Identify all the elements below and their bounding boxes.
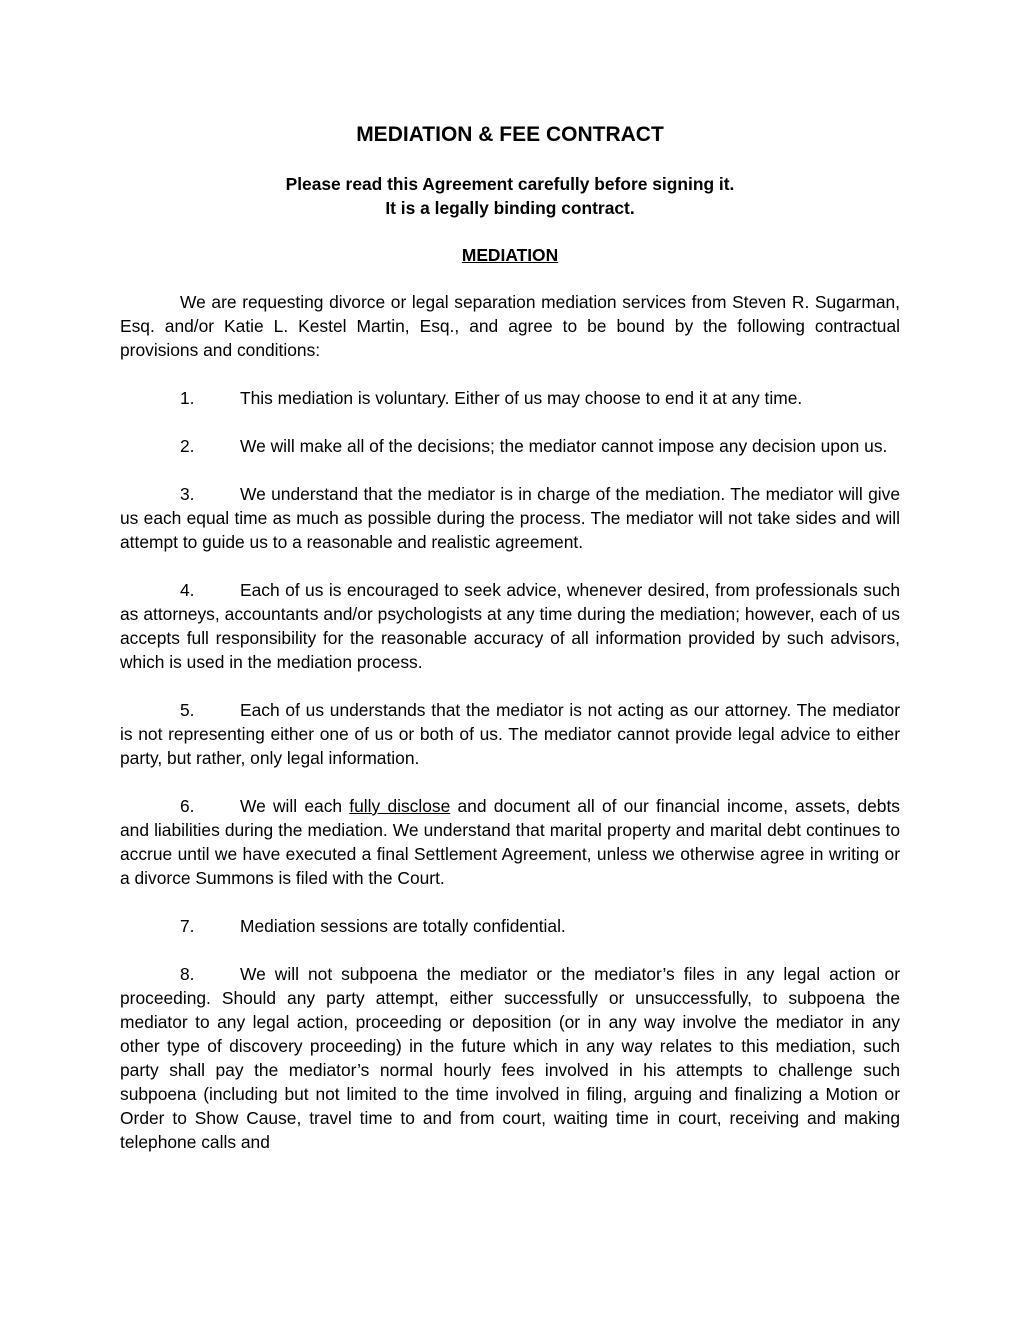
clause-1 [120, 386, 900, 410]
clause-text: Mediation sessions are totally confidential. [240, 916, 566, 936]
clause-number: 2. [180, 436, 195, 456]
signing-notice [120, 172, 900, 220]
clause-number: 5. [180, 700, 195, 720]
section-heading-mediation: MEDIATION [461, 245, 559, 265]
clause-text: We understand that the mediator is in charge of the mediation. The mediator will give us each equal time as much as possible during the process. The mediator will not take sides and will attempt to guide us to a reasonable and realistic agreement. [120, 484, 900, 552]
notice-line-1: Please read this Agreement carefully before signing it. [285, 174, 735, 194]
clause-text-before: We will each [240, 796, 350, 816]
clause-number: 3. [180, 484, 195, 504]
clause-number: 8. [180, 964, 195, 984]
clause-2 [120, 434, 900, 458]
clause-5 [120, 698, 900, 770]
contract-body [120, 290, 900, 1154]
clause-8 [120, 962, 900, 1154]
clause-number: 6. [180, 796, 195, 816]
clause-6 [120, 794, 900, 890]
clause-3 [120, 482, 900, 554]
clause-text: We will make all of the decisions; the mediator cannot impose any decision upon us. [240, 436, 888, 456]
clause-number: 4. [180, 580, 195, 600]
clause-number: 7. [180, 916, 195, 936]
clause-7 [120, 914, 900, 938]
fully-disclose-underlined: fully disclose [349, 796, 451, 816]
intro-paragraph: We are requesting divorce or legal separation mediation services from Steven R. Sugarman, Esq. and/or Katie L. Kestel Martin, Esq., and agree to be bound by the following contractual provisions and conditions: [120, 292, 900, 360]
clause-text: Each of us is encouraged to seek advice, whenever desired, from professionals such as attorneys, accountants and/or psychologists at any time during the mediation; however, each of us accepts full responsibility for the reasonable accuracy of all information provided by such advisors, which is used in the mediation process. [120, 580, 900, 672]
clause-text-after: and document all of our financial income, assets, debts and liabilities during the mediation. We understand that marital property and marital debt continues to accrue until we have executed a final Settlement Agreement, unless we otherwise agree in writing or a divorce Summons is filed with the Court. [120, 796, 900, 888]
clause-4 [120, 578, 900, 674]
notice-line-2: It is a legally binding contract. [385, 198, 635, 218]
document-title: MEDIATION & FEE CONTRACT [356, 123, 664, 146]
clause-text: This mediation is voluntary. Either of us may choose to end it at any time. [240, 388, 803, 408]
clause-text: Each of us understands that the mediator is not acting as our attorney. The mediator is not representing either one of us or both of us. The mediator cannot provide legal advice to either party, but rather, only legal information. [120, 700, 900, 768]
clause-number: 1. [180, 388, 195, 408]
clause-text: We will not subpoena the mediator or the mediator’s files in any legal action or proceeding. Should any party attempt, either successfully or unsuccessfully, to subpoena the mediator to any legal action, proceeding or deposition (or in any way involve the mediator in any other type of discovery proceeding) in the future which in any way relates to this mediation, such party shall pay the mediator’s normal hourly fees involved in his attempts to challenge such subpoena (including but not limited to the time involved in filing, arguing and finalizing a Motion or Order to Show Cause, travel time to and from court, waiting time in court, receiving and making telephone calls and [120, 964, 900, 1152]
